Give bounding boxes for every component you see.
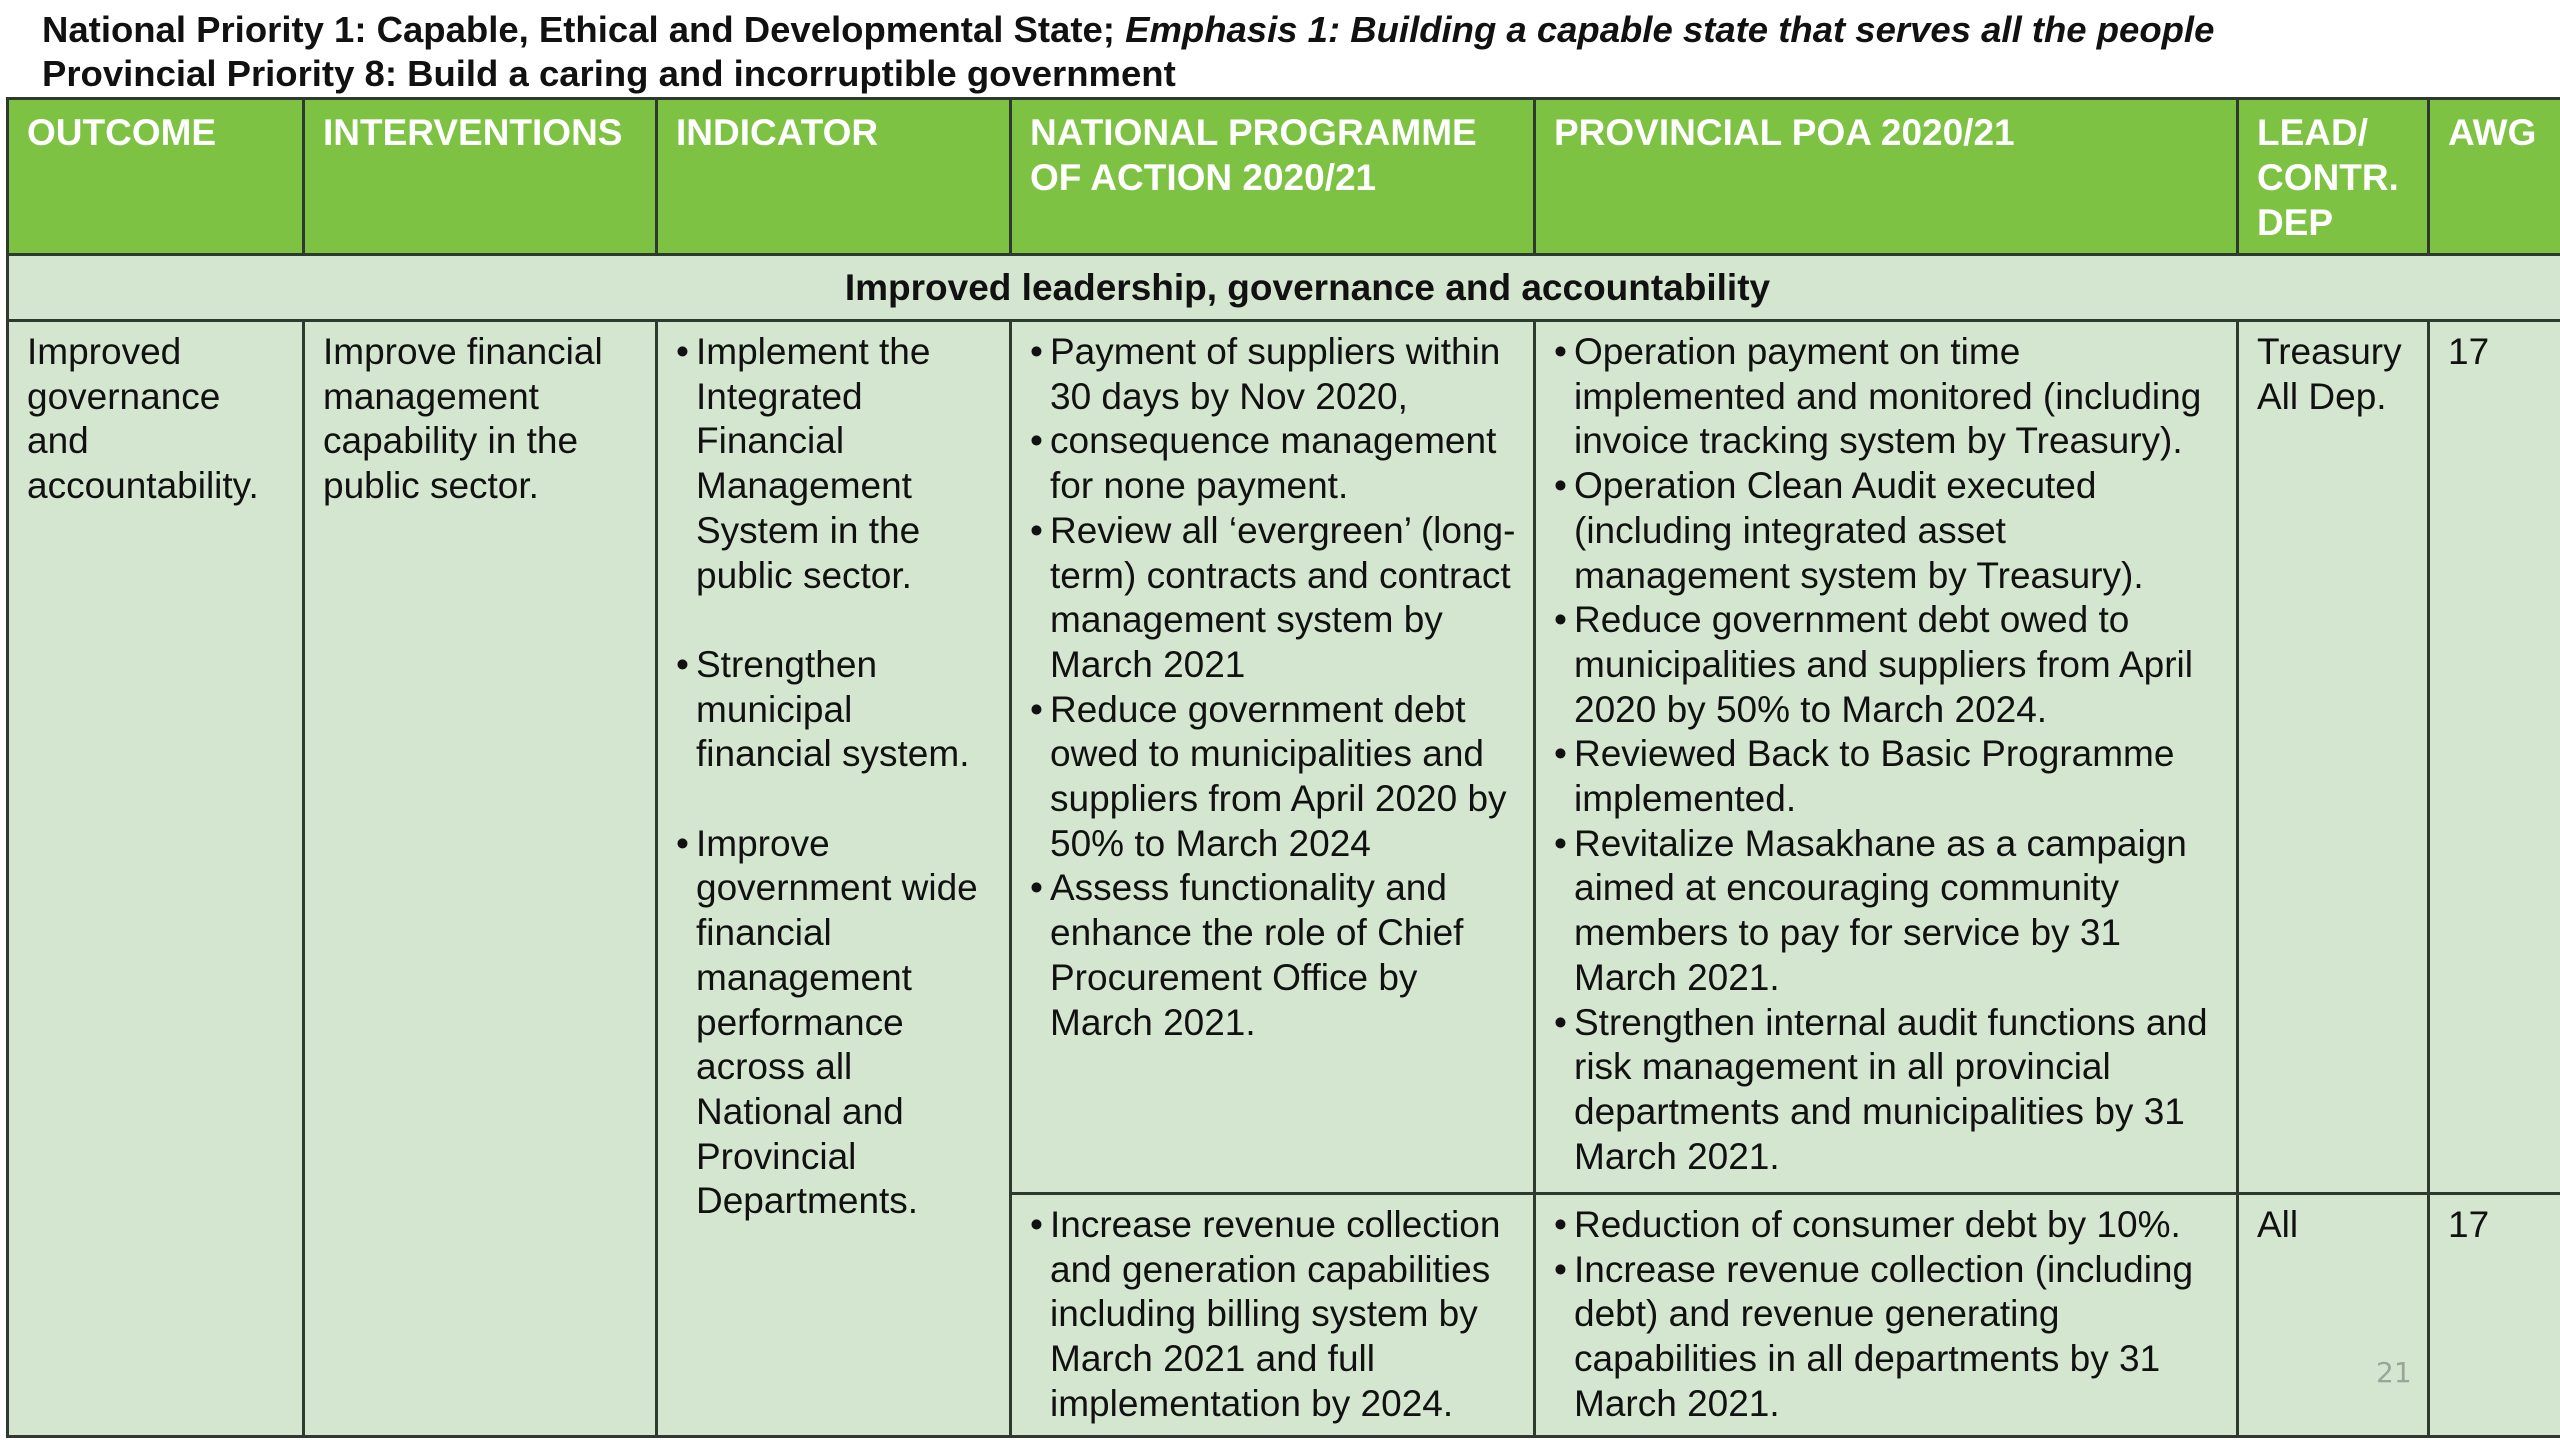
- emphasis-text: Emphasis 1: Building a capable state that serves all the people: [1125, 9, 2215, 50]
- list-item: • Reduce government debt owed to municipalities and suppliers from April 2020 by 50% to March 2024.: [1554, 598, 2222, 732]
- table-row: [8, 321, 2560, 1194]
- indicator-list: [676, 330, 995, 1224]
- outcome-cell: Improved governance and accountability.: [8, 321, 304, 1437]
- column-header-lead-dep: LEAD/ CONTR. DEP: [2238, 99, 2429, 255]
- intervention-cell: Improve financial management capability in the public sector.: [304, 321, 657, 1437]
- list-item: • Operation Clean Audit executed (including integrated asset management system by Treasury).: [1554, 464, 2222, 598]
- list-item: • Reviewed Back to Basic Programme implemented.: [1554, 732, 2222, 821]
- page-number: 21: [2376, 1356, 2412, 1389]
- column-header-indicator: INDICATOR: [657, 99, 1011, 255]
- column-header-awg: AWG: [2429, 99, 2560, 255]
- column-header-provincial-poa: PROVINCIAL POA 2020/21: [1535, 99, 2238, 255]
- list-item: • Improve government wide financial management performance across all National and Provincial Departments.: [676, 822, 995, 1224]
- table-header-row: [8, 99, 2560, 255]
- list-item: • Assess functionality and enhance the role of Chief Procurement Office by March 2021.: [1030, 866, 1519, 1045]
- section-title: Improved leadership, governance and accountability: [8, 255, 2560, 321]
- provincial-poa-cell: [1535, 321, 2238, 1194]
- programme-of-action-table: [6, 97, 2560, 1438]
- national-programme-list: [1030, 1203, 1519, 1427]
- national-priority-text: National Priority 1: Capable, Ethical and Developmental State;: [42, 9, 1126, 50]
- slide-title: [42, 8, 2542, 96]
- lead-dep-cell: All: [2238, 1194, 2429, 1437]
- section-row: [8, 255, 2560, 321]
- lead-dep-cell: Treasury All Dep.: [2238, 321, 2429, 1194]
- list-item: • Implement the Integrated Financial Management System in the public sector.: [676, 330, 995, 598]
- column-header-outcome: OUTCOME: [8, 99, 304, 255]
- list-item: • Reduce government debt owed to municipalities and suppliers from April 2020 by 50% to March 2024: [1030, 688, 1519, 867]
- list-item: • Increase revenue collection (including debt) and revenue generating capabilities in all departments by 31 March 2021.: [1554, 1248, 2222, 1427]
- list-item: • Reduction of consumer debt by 10%.: [1554, 1203, 2222, 1248]
- national-programme-cell: [1011, 1194, 1535, 1437]
- list-item: • Review all ‘evergreen’ (long-term) contracts and contract management system by March 2021: [1030, 509, 1519, 688]
- provincial-poa-list: [1554, 1203, 2222, 1427]
- provincial-poa-cell: [1535, 1194, 2238, 1437]
- column-header-national-programme: NATIONAL PROGRAMME OF ACTION 2020/21: [1011, 99, 1535, 255]
- provincial-priority-line: Provincial Priority 8: Build a caring and incorruptible government: [42, 53, 1176, 94]
- national-programme-list: [1030, 330, 1519, 1045]
- list-item: • Payment of suppliers within 30 days by Nov 2020,: [1030, 330, 1519, 419]
- list-item: • Revitalize Masakhane as a campaign aimed at encouraging community members to pay for service by 31 March 2021.: [1554, 822, 2222, 1001]
- list-item: • Strengthen internal audit functions and risk management in all provincial departments and municipalities by 31 March 2021.: [1554, 1001, 2222, 1180]
- column-header-interventions: INTERVENTIONS: [304, 99, 657, 255]
- awg-cell: 17: [2429, 1194, 2560, 1437]
- awg-cell: 17: [2429, 321, 2560, 1194]
- list-item: • consequence management for none payment.: [1030, 419, 1519, 508]
- national-priority-line: [42, 8, 2542, 52]
- list-item: • Strengthen municipal financial system.: [676, 643, 995, 777]
- provincial-poa-list: [1554, 330, 2222, 1179]
- list-item: • Operation payment on time implemented and monitored (including invoice tracking system by Treasury).: [1554, 330, 2222, 464]
- indicator-cell: [657, 321, 1011, 1437]
- national-programme-cell: [1011, 321, 1535, 1194]
- list-item: • Increase revenue collection and generation capabilities including billing system by March 2021 and full implementation by 2024.: [1030, 1203, 1519, 1427]
